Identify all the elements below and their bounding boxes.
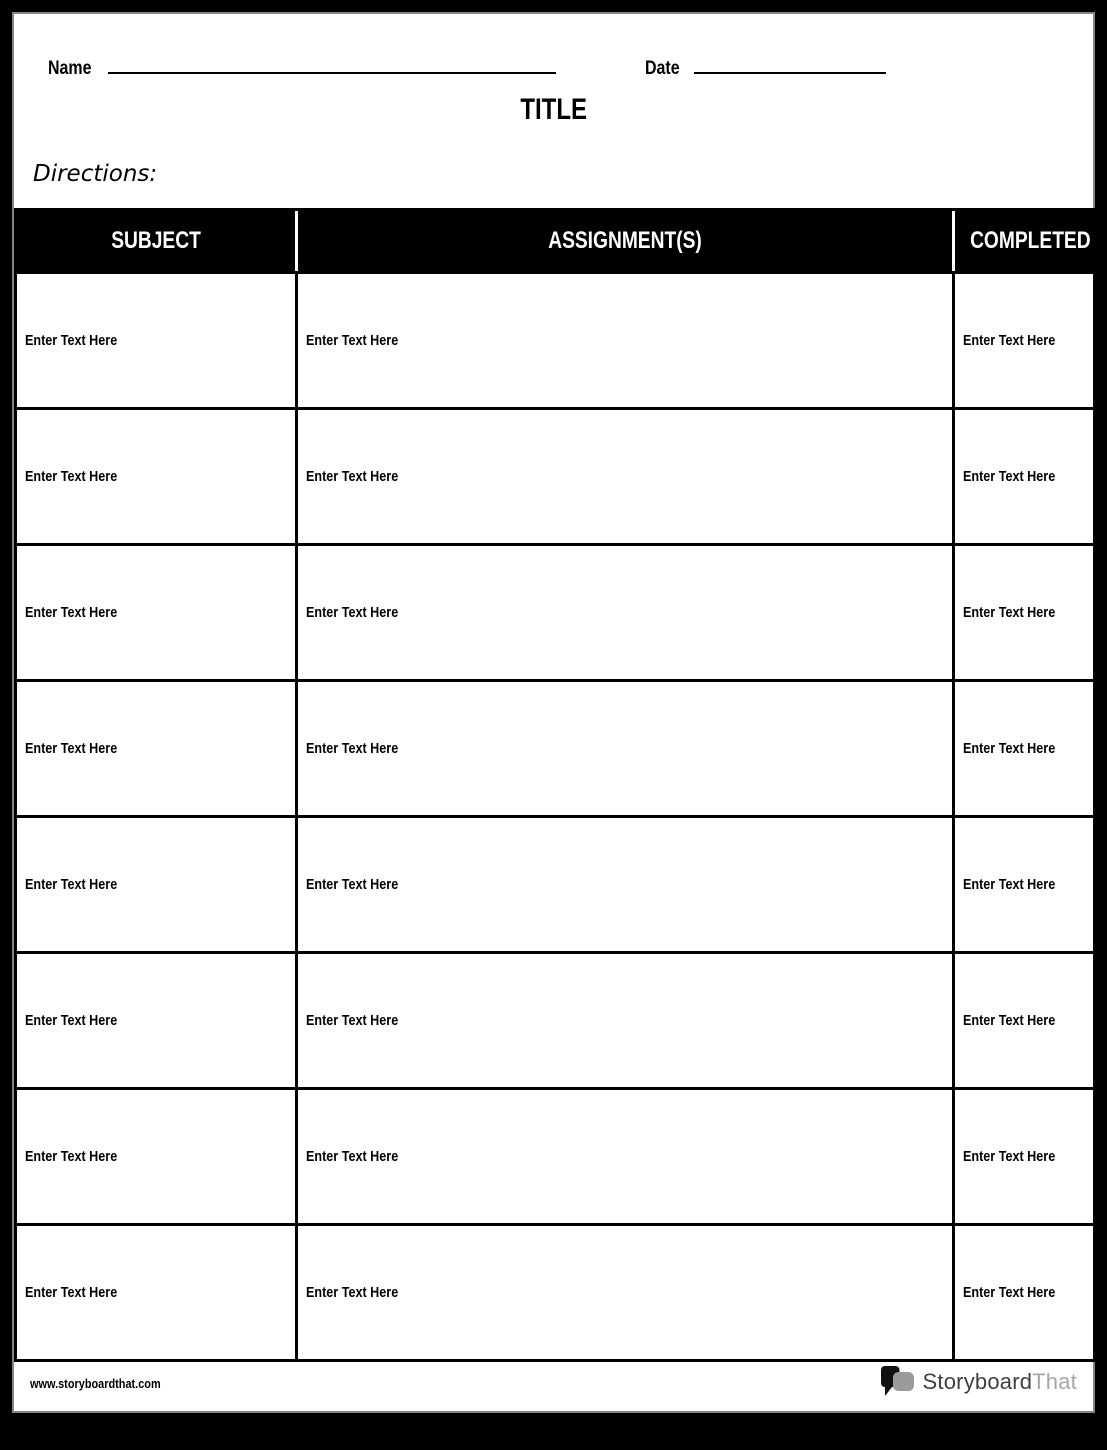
completed-cell[interactable]: Enter Text Here [954,409,1095,545]
subject-cell[interactable]: Enter Text Here [16,1225,297,1361]
column-header-assignments: ASSIGNMENT(S) [297,210,954,273]
assignments-table [14,208,1096,1362]
speech-bubbles-icon [880,1365,916,1399]
completed-cell[interactable]: Enter Text Here [954,681,1095,817]
completed-cell[interactable]: Enter Text Here [954,953,1095,1089]
assignment-cell[interactable]: Enter Text Here [297,953,954,1089]
subject-cell[interactable]: Enter Text Here [16,817,297,953]
subject-cell[interactable]: Enter Text Here [16,273,297,409]
completed-cell[interactable]: Enter Text Here [954,1089,1095,1225]
completed-cell[interactable]: Enter Text Here [954,545,1095,681]
storyboardthat-logo [880,1365,1077,1399]
table-row [16,545,1095,681]
logo-text [923,1369,1077,1395]
table-header [16,210,1095,273]
subject-cell[interactable]: Enter Text Here [16,409,297,545]
subject-cell[interactable]: Enter Text Here [16,953,297,1089]
logo-text-dark: Storyboard [922,1369,1033,1394]
table-row [16,1089,1095,1225]
assignment-cell[interactable]: Enter Text Here [297,1089,954,1225]
completed-cell[interactable]: Enter Text Here [954,273,1095,409]
column-header-completed: COMPLETED [954,210,1095,273]
directions-label: Directions: [33,161,158,187]
header-row [16,210,1095,273]
completed-cell[interactable]: Enter Text Here [954,1225,1095,1361]
assignment-cell[interactable]: Enter Text Here [297,817,954,953]
date-input-line[interactable] [694,58,886,74]
logo-text-light: That [1032,1369,1077,1394]
page-title: TITLE [520,93,587,126]
table-row [16,273,1095,409]
subject-cell[interactable]: Enter Text Here [16,1089,297,1225]
worksheet-page [12,12,1095,1413]
completed-cell[interactable]: Enter Text Here [954,817,1095,953]
table-row [16,409,1095,545]
table-row [16,817,1095,953]
subject-cell[interactable]: Enter Text Here [16,545,297,681]
assignment-cell[interactable]: Enter Text Here [297,681,954,817]
date-field [645,58,886,80]
name-input-line[interactable] [108,58,556,74]
subject-cell[interactable]: Enter Text Here [16,681,297,817]
assignment-cell[interactable]: Enter Text Here [297,545,954,681]
name-label: Name [48,58,92,79]
assignment-cell[interactable]: Enter Text Here [297,409,954,545]
table-row [16,953,1095,1089]
name-field [48,58,556,80]
table-row [16,681,1095,817]
table-row [16,1225,1095,1361]
website-url: www.storyboardthat.com [30,1376,161,1391]
assignment-cell[interactable]: Enter Text Here [297,1225,954,1361]
assignment-cell[interactable]: Enter Text Here [297,273,954,409]
date-label: Date [645,58,680,79]
column-header-subject: SUBJECT [16,210,297,273]
